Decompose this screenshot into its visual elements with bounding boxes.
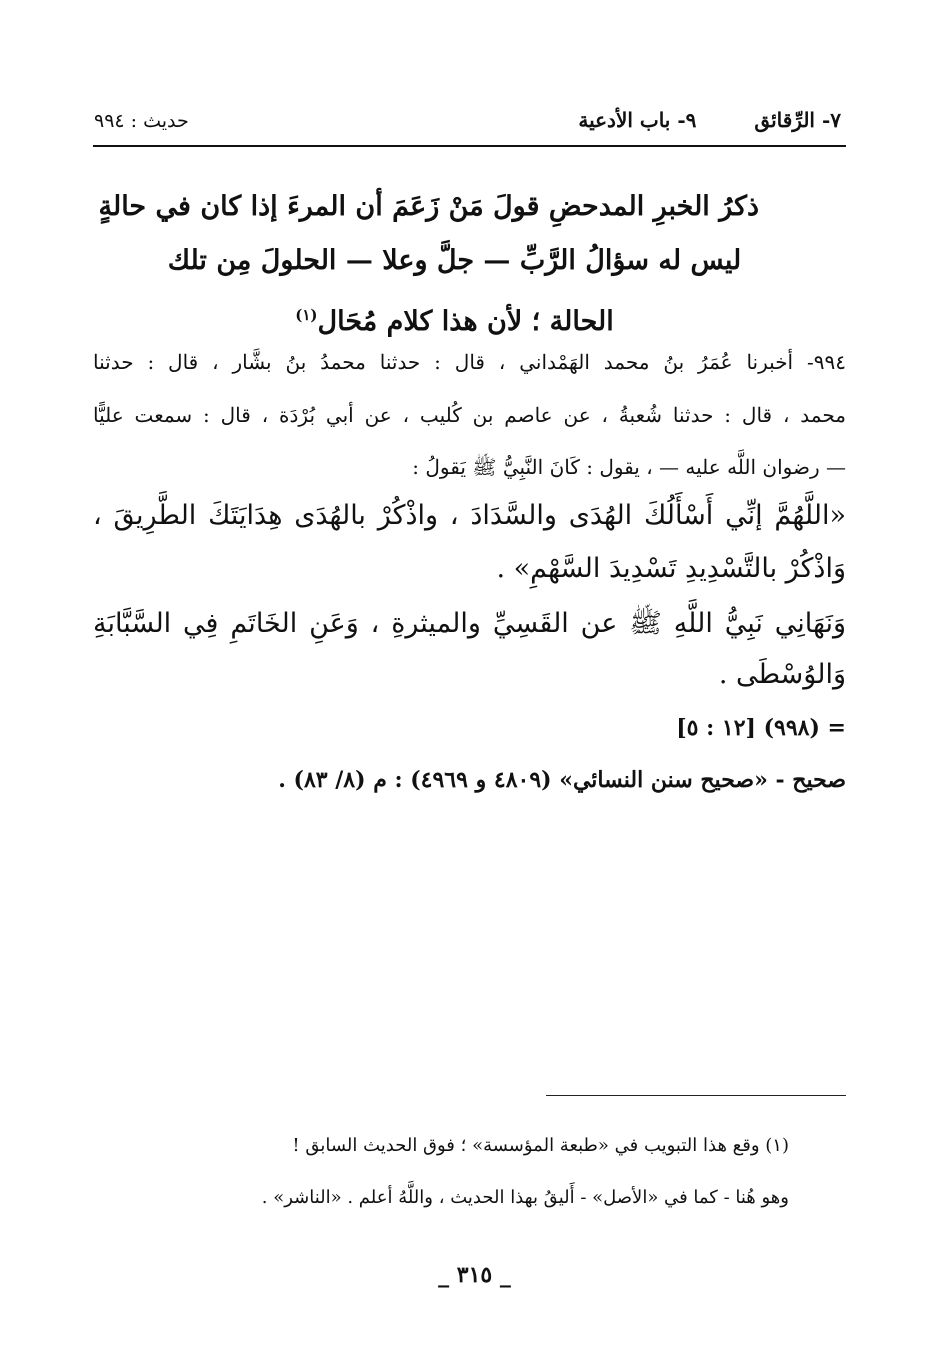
chapter-heading: [98, 180, 759, 349]
matn-line-2: وَاذْكُرْ بالتَّسْدِيدِ تَسْدِيدَ السَّهْمِ» .: [496, 553, 846, 584]
matn-line-1: «اللَّهُمَّ إنِّي أَسْأَلُكَ الهُدَى والسَّدَادَ ، واذْكُرْ بالهُدَى هِدَايَتَكَ الطَّرِيقَ ،: [93, 500, 846, 531]
hadith-reference: حديث : ٩٩٤: [94, 110, 189, 132]
isnad-line-3: — رضوان اللَّه عليه — ، يقول : كَانَ النَّبِيُّ ﷺ يَقولُ :: [412, 455, 846, 479]
heading-line-1: ذكرُ الخبرِ المدحضِ قولَ مَنْ زَعَمَ أن المرءَ إذا كان في حالةٍ: [98, 191, 759, 222]
header-divider: [93, 145, 846, 147]
hadith-grading: صحيح - «صحيح سنن النسائي» (٤٨٠٩ و ٤٩٦٩) : م (٨/ ٨٣) .: [278, 767, 846, 793]
footnote-line-2: وهو هُنا - كما في «الأصل» - أَليقُ بهذا الحديث ، واللَّهُ أعلم . «الناشر» .: [261, 1187, 789, 1208]
running-header-section: [578, 108, 841, 132]
footnote-divider: [546, 1095, 846, 1096]
footnote-line-1: (١) وقع هذا التبويب في «طبعة المؤسسة» ؛ فوق الحديث السابق !: [292, 1135, 789, 1156]
heading-line-3-text: الحالة ؛ لأن هذا كلام مُحَال: [317, 306, 614, 337]
book-title: ٧- الرِّقائق: [754, 108, 841, 132]
isnad-line-2: محمد ، قال : حدثنا شُعبةُ ، عن عاصم بن كُليب ، عن أبي بُرْدَة ، قال : سمعت عليًّا: [93, 403, 846, 427]
matn-line-4: وَالوُسْطَى .: [718, 659, 846, 690]
chapter-title: ٩- باب الأدعية: [578, 108, 697, 132]
isnad-line-1: ٩٩٤- أخبرنا عُمَرُ بنُ محمد الهَمْداني ، قال : حدثنا محمدُ بنُ بشَّار ، قال : حدثنا: [93, 350, 846, 374]
page-number: _ ٣١٥ _: [438, 1262, 511, 1288]
heading-line-3: [150, 288, 759, 349]
cross-reference: = (٩٩٨) [١٢ : ٥]: [676, 715, 846, 741]
heading-line-2: ليس له سؤالُ الرَّبِّ — جلَّ وعلا — الحلولَ مِن تلك: [167, 245, 742, 276]
matn-line-3: وَنَهَانِي نَبِيُّ اللَّهِ ﷺ عن القَسِيِّ والميثرةِ ، وَعَنِ الخَاتَمِ فِي السَّبَّابَةِ: [93, 608, 846, 639]
footnote-marker: (١): [295, 306, 318, 324]
